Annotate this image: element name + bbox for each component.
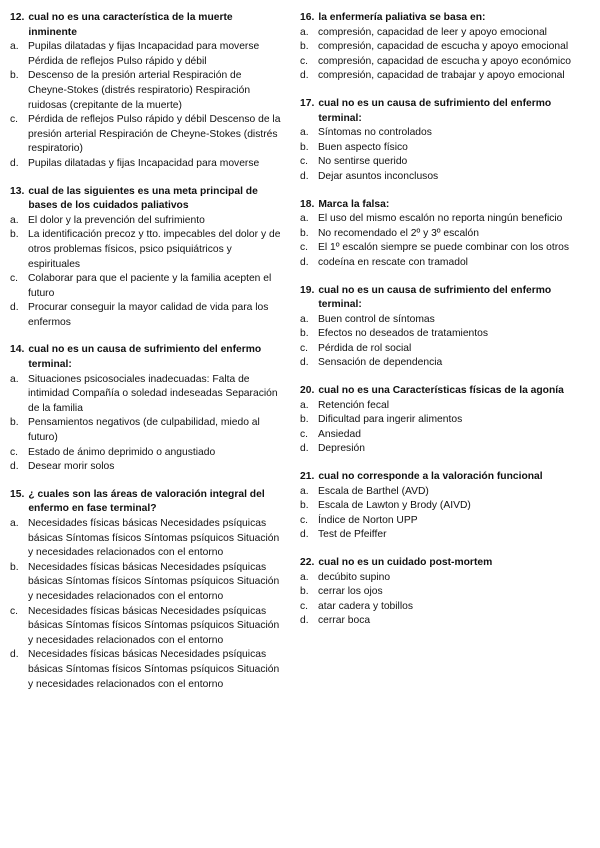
question-text: cual no es un causa de sufrimiento del enfermo terminal:: [318, 97, 552, 124]
answer-option: [10, 373, 282, 417]
answer-option: [10, 157, 282, 172]
answer-option: [300, 571, 572, 586]
question-block: [10, 343, 282, 474]
option-letter: a.: [10, 41, 19, 53]
option-letter: b.: [10, 70, 19, 82]
question-block: [10, 488, 282, 692]
answer-option: [300, 126, 572, 141]
option-text: Dificultad para ingerir alimentos: [318, 414, 463, 426]
question-block: [300, 97, 572, 185]
answer-option: [300, 170, 572, 185]
option-letter: c.: [10, 114, 19, 126]
answer-option: [300, 26, 572, 41]
option-letter: c.: [300, 514, 309, 526]
option-letter: a.: [300, 313, 309, 325]
answer-option: [10, 416, 282, 445]
option-text: Escala de Barthel (AVD): [318, 485, 429, 497]
answer-option: [300, 399, 572, 414]
option-text: El dolor y la prevención del sufrimiento: [28, 214, 205, 226]
question-block: [300, 384, 572, 457]
question-number: 16.: [300, 12, 315, 23]
question-number: 18.: [300, 198, 315, 210]
option-letter: b.: [300, 41, 309, 53]
question-text: cual no es una Características físicas de la agonía: [318, 385, 564, 397]
option-text: Pérdida de rol social: [318, 342, 412, 354]
option-letter: b.: [10, 229, 19, 241]
option-letter: c.: [10, 605, 19, 617]
answer-option: [10, 561, 282, 605]
answer-option: [10, 460, 282, 475]
option-letter: a.: [10, 373, 19, 385]
option-letter: d.: [300, 443, 309, 455]
answer-option: [10, 272, 282, 301]
option-text: Efectos no deseados de tratamientos: [318, 328, 489, 340]
option-text: Pensamientos negativos (de culpabilidad, miedo al futuro): [28, 417, 260, 444]
option-text: Buen aspecto físico: [318, 141, 408, 153]
question-text: cual no es un causa de sufrimiento del enfermo terminal:: [318, 284, 552, 311]
option-text: cerrar los ojos: [318, 586, 383, 598]
question-block: [300, 470, 572, 543]
option-letter: a.: [300, 485, 309, 497]
option-letter: d.: [10, 302, 19, 314]
option-letter: a.: [300, 127, 309, 139]
option-text: Índice de Norton UPP: [318, 514, 418, 526]
option-text: Desear morir solos: [28, 461, 115, 473]
option-text: Depresión: [318, 443, 365, 455]
option-letter: d.: [10, 649, 19, 661]
option-text: Procurar conseguir la mayor calidad de vida para los enfermos: [28, 302, 269, 328]
option-text: compresión, capacidad de escucha y apoyo económico: [318, 55, 571, 67]
question-block: [10, 11, 282, 172]
option-text: Retención fecal: [318, 399, 389, 411]
answer-option: [300, 40, 572, 55]
question-block: [300, 198, 572, 271]
option-letter: b.: [300, 227, 309, 239]
option-letter: d.: [300, 70, 309, 82]
option-text: Pérdida de reflejos Pulso rápido y débil Descenso de la presión arterial Respiración de Cheyne-Stokes (distrés respiratorio): [28, 114, 281, 155]
option-text: Descenso de la presión arterial Respiración de Cheyne-Stokes (distrés respiratorio) Respiración ruidosas (crepitante de la muerte): [28, 70, 251, 111]
answer-option: [10, 517, 282, 561]
option-text: Estado de ánimo deprimido o angustiado: [28, 446, 216, 458]
answer-option: [300, 485, 572, 500]
option-letter: b.: [300, 414, 309, 426]
answer-option: [300, 69, 572, 84]
answer-option: [10, 214, 282, 229]
answer-option: [300, 342, 572, 357]
option-letter: d.: [300, 529, 309, 541]
question-title: [300, 384, 572, 399]
question-title: [10, 343, 282, 372]
option-letter: a.: [300, 26, 309, 38]
answer-option: [300, 256, 572, 271]
question-number: 21.: [300, 471, 315, 483]
question-number: 12.: [10, 12, 25, 23]
question-text: cual no es un causa de sufrimiento del enfermo terminal:: [28, 344, 262, 371]
answer-option: [300, 327, 572, 342]
answer-option: [300, 141, 572, 156]
answer-option: [300, 155, 572, 170]
question-title: [300, 11, 572, 26]
option-letter: d.: [300, 170, 309, 182]
answer-option: [300, 356, 572, 371]
option-text: Buen control de síntomas: [318, 313, 435, 325]
option-text: Necesidades físicas básicas Necesidades psíquicas básicas Síntomas físicos Síntomas psíquicos Situación y necesidades relacionados con el entorno: [28, 605, 280, 646]
option-text: Test de Pfeiffer: [318, 529, 387, 541]
option-letter: d.: [10, 461, 19, 473]
option-text: Pupilas dilatadas y fijas Incapacidad para moverse Pérdida de reflejos Pulso rápido y débil: [28, 41, 260, 67]
answer-option: [10, 40, 282, 69]
question-title: [10, 488, 282, 517]
question-title: [300, 556, 572, 571]
option-letter: a.: [300, 213, 309, 225]
option-letter: c.: [10, 446, 19, 458]
option-letter: b.: [300, 500, 309, 512]
option-letter: c.: [300, 428, 309, 440]
option-text: compresión, capacidad de leer y apoyo emocional: [318, 26, 547, 38]
question-text: la enfermería paliativa se basa en:: [318, 12, 486, 23]
option-letter: a.: [10, 518, 19, 529]
option-text: El 1º escalón siempre se puede combinar con los otros: [318, 242, 570, 254]
question-title: [300, 470, 572, 485]
left-column: [10, 11, 282, 705]
question-number: 22.: [300, 557, 315, 568]
question-number: 17.: [300, 97, 315, 109]
question-text: Marca la falsa:: [318, 198, 390, 210]
option-letter: a.: [300, 399, 309, 411]
answer-option: [300, 499, 572, 514]
option-letter: b.: [10, 417, 19, 429]
option-letter: d.: [300, 256, 309, 268]
option-text: No recomendado el 2º y 3º escalón: [318, 227, 479, 239]
answer-option: [300, 241, 572, 256]
option-letter: c.: [300, 600, 309, 612]
option-text: El uso del mismo escalón no reporta ningún beneficio: [318, 213, 563, 225]
answer-option: [300, 514, 572, 529]
option-letter: c.: [300, 156, 309, 168]
question-text: cual no es un cuidado post-mortem: [318, 557, 493, 568]
answer-option: [10, 648, 282, 692]
answer-option: [10, 301, 282, 330]
question-title: [300, 198, 572, 213]
option-text: Situaciones psicosociales inadecuadas: Falta de intimidad Compañía o soledad indeseadas Separación de la familia: [28, 373, 278, 414]
question-number: 14.: [10, 344, 25, 356]
answer-option: [300, 585, 572, 600]
option-letter: b.: [10, 561, 19, 573]
option-text: Pupilas dilatadas y fijas Incapacidad para moverse: [28, 157, 260, 169]
option-letter: c.: [300, 242, 309, 254]
option-text: Necesidades físicas básicas Necesidades psíquicas básicas Síntomas físicos Síntomas psíquicos Situación y necesidades relacionados con el entorno: [28, 561, 280, 602]
answer-option: [300, 313, 572, 328]
option-text: compresión, capacidad de escucha y apoyo emocional: [318, 41, 569, 53]
answer-option: [300, 227, 572, 242]
right-column: [300, 11, 572, 642]
answer-option: [10, 113, 282, 157]
answer-option: [10, 446, 282, 461]
answer-option: [300, 428, 572, 443]
option-letter: c.: [300, 55, 309, 67]
answer-option: [300, 442, 572, 457]
option-letter: c.: [300, 342, 309, 354]
option-letter: d.: [300, 615, 309, 627]
option-text: codeína en rescate con tramadol: [318, 256, 468, 268]
answer-option: [300, 413, 572, 428]
option-text: No sentirse querido: [318, 156, 408, 168]
option-letter: a.: [10, 214, 19, 226]
question-text: cual no es una característica de la muerte inminente: [28, 12, 233, 38]
answer-option: [300, 600, 572, 615]
question-text: cual no corresponde a la valoración funcional: [318, 471, 543, 483]
option-text: Ansiedad: [318, 428, 361, 440]
option-letter: a.: [300, 571, 309, 583]
answer-option: [10, 228, 282, 272]
option-text: compresión, capacidad de trabajar y apoyo emocional: [318, 70, 565, 82]
option-text: cerrar boca: [318, 615, 371, 627]
option-text: Colaborar para que el paciente y la familia acepten el futuro: [28, 273, 272, 299]
question-title: [10, 185, 282, 214]
question-block: [10, 185, 282, 331]
question-title: [300, 284, 572, 313]
question-text: ¿ cuales son las áreas de valoración integral del enfermo en fase terminal?: [28, 488, 265, 515]
question-block: [300, 284, 572, 372]
option-text: Síntomas no controlados: [318, 127, 432, 139]
question-block: [300, 556, 572, 629]
option-text: Escala de Lawton y Brody (AIVD): [318, 500, 471, 512]
question-text: cual de las siguientes es una meta principal de bases de los cuidados paliativos: [28, 185, 258, 212]
answer-option: [300, 614, 572, 629]
question-block: [300, 11, 572, 84]
question-title: [300, 97, 572, 126]
option-letter: b.: [300, 328, 309, 340]
answer-option: [10, 69, 282, 113]
option-letter: b.: [300, 586, 309, 598]
question-number: 20.: [300, 385, 315, 397]
question-number: 19.: [300, 284, 315, 296]
option-text: Necesidades físicas básicas Necesidades psíquicas básicas Síntomas físicos Síntomas psíquicos Situación y necesidades relacionados con el entorno: [28, 518, 280, 559]
question-number: 15.: [10, 488, 25, 500]
option-text: decúbito supino: [318, 571, 391, 583]
question-number: 13.: [10, 185, 25, 197]
option-text: Sensación de dependencia: [318, 357, 443, 369]
answer-option: [300, 528, 572, 543]
option-text: atar cadera y tobillos: [318, 600, 414, 612]
question-title: [10, 11, 282, 40]
answer-option: [300, 55, 572, 70]
option-letter: d.: [10, 157, 19, 169]
answer-option: [300, 212, 572, 227]
option-letter: d.: [300, 357, 309, 369]
option-text: Dejar asuntos inconclusos: [318, 170, 439, 182]
option-text: La identificación precoz y tto. impecables del dolor y de otros problemas físicos, psico psiquiátricos y espirituales: [28, 229, 281, 270]
option-text: Necesidades físicas básicas Necesidades psíquicas básicas Síntomas físicos Síntomas psíquicos Situación y necesidades relacionados con el entorno: [28, 649, 280, 690]
option-letter: c.: [10, 273, 19, 285]
answer-option: [10, 605, 282, 649]
option-letter: b.: [300, 141, 309, 153]
